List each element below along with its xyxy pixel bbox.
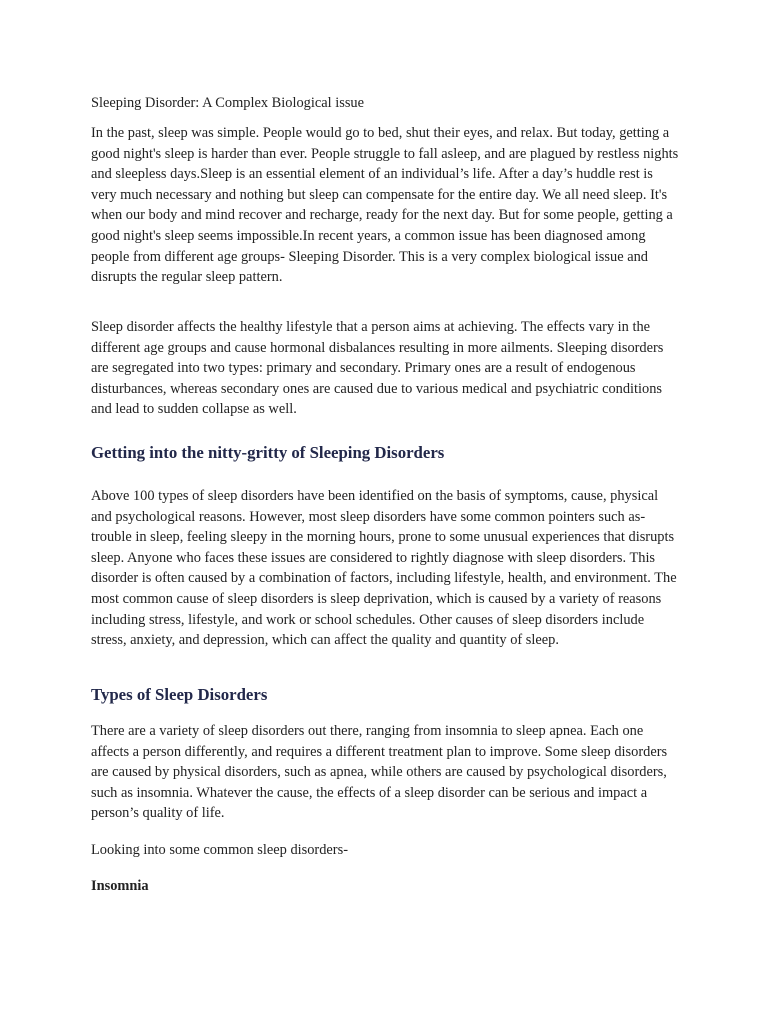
paragraph-types: There are a variety of sleep disorders out there, ranging from insomnia to sleep apnea. Each one affects a person differently, and requires a different treatment plan to improve. Some sleep disorders are caused by physical disorders, such as apnea, while others are caused by psychological disorders, such as insomnia. Whatever the cause, the effects of a sleep disorder can be serious and impact a person’s quality of life. <box>91 723 668 822</box>
section-heading-nitty-gritty: Getting into the nitty-gritty of Sleeping Disorders <box>91 443 445 462</box>
document-title: Sleeping Disorder: A Complex Biological issue <box>91 95 364 111</box>
paragraph-intro: In the past, sleep was simple. People would go to bed, shut their eyes, and relax. But today, getting a good night's sleep is harder than ever. People struggle to fall asleep, and are plagued by restless nights and sleepless days.Sleep is an essential element of an individual’s life. After a day’s huddle rest is very much necessary and nothing but sleep can compensate for the entire day. We all need sleep. It's when our body and mind recover and recharge, ready for the next day. But for some people, getting a good night's sleep seems impossible.In recent years, a common issue has been diagnosed among people from different age groups- Sleeping Disorder. This is a very complex biological issue and disrupts the regular sleep pattern. <box>91 125 679 286</box>
paragraph-causes: Above 100 types of sleep disorders have been identified on the basis of symptoms, cause, physical and psychological reasons. However, most sleep disorders have some common pointers such as- trouble in sleep, feeling sleepy in the morning hours, prone to some unusual experiences that disrupts sleep. Anyone who faces these issues are considered to rightly diagnose with sleep disorders. This disorder is often caused by a combination of factors, including lifestyle, health, and environment. The most common cause of sleep disorders is sleep deprivation, which is caused by a variety of reasons including stress, lifestyle, and work or school schedules. Other causes of sleep disorders include stress, anxiety, and depression, which can affect the quality and quantity of sleep. <box>91 488 677 649</box>
paragraph-common-disorders: Looking into some common sleep disorders- <box>91 842 348 858</box>
subheading-insomnia: Insomnia <box>91 878 149 894</box>
section-heading-types: Types of Sleep Disorders <box>91 685 268 704</box>
paragraph-effects: Sleep disorder affects the healthy lifestyle that a person aims at achieving. The effects vary in the different age groups and cause hormonal disbalances resulting in more ailments. Sleeping disorders are segregated into two types: primary and secondary. Primary ones are a result of endogenous disturbances, whereas secondary ones are caused due to various medical and psychiatric conditions and lead to sudden collapse as well. <box>91 319 664 418</box>
